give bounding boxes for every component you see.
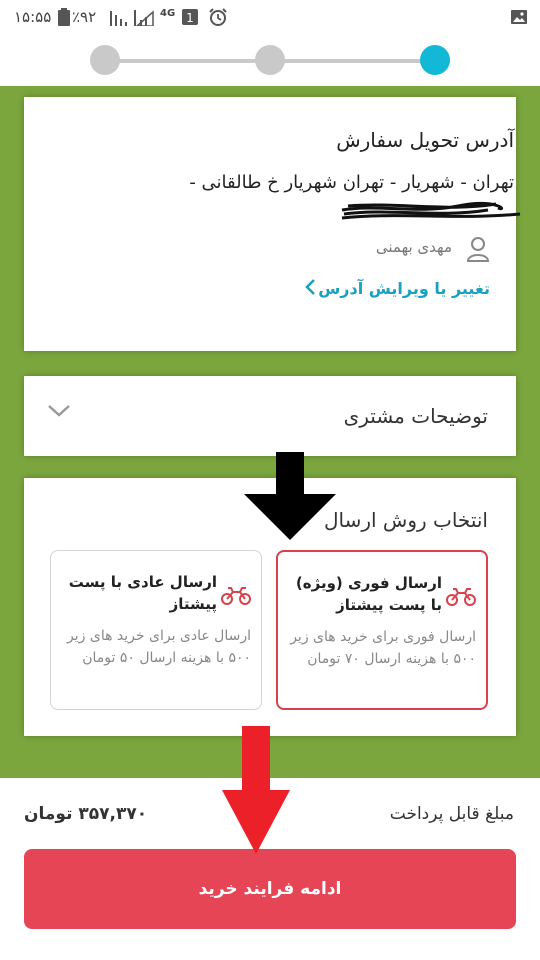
payable-amount-value: ۳۵۷,۳۷۰ تومان [24, 804, 148, 824]
annotation-arrow-red [220, 726, 292, 856]
alarm-icon [208, 8, 228, 26]
edit-address-link[interactable]: تغییر یا ویرایش آدرس [318, 279, 490, 298]
shipping-option-description: ارسال عادی برای خرید های زیر ۵۰۰ با هزینه ارسال ۵۰ تومان [67, 628, 251, 666]
signal-icon [110, 8, 128, 26]
shipping-option-description: ارسال فوری برای خرید های زیر ۵۰۰ با هزینه ارسال ۷۰ تومان [290, 629, 476, 667]
redaction-scribble [338, 200, 524, 224]
user-icon [466, 236, 490, 266]
step-dot-2[interactable] [255, 45, 285, 75]
shipping-option-title: ارسال فوری (ویژه) با پست پیشتاز [295, 574, 442, 614]
signal-icon-2 [134, 8, 154, 26]
battery-icon [58, 8, 70, 26]
recipient-name: مهدی بهمنی [375, 238, 452, 256]
network-type: 4G [160, 8, 176, 19]
step-dot-1[interactable] [90, 45, 120, 75]
shipping-option-express[interactable] [276, 550, 488, 710]
shipping-method-title: انتخاب روش ارسال [323, 508, 488, 532]
continue-checkout-button[interactable]: ادامه فرایند خرید [24, 849, 516, 929]
chevron-down-icon[interactable] [46, 402, 72, 424]
chevron-left-icon[interactable] [304, 278, 316, 301]
shipping-option-title: ارسال عادی با پست پیشتاز [68, 573, 217, 613]
shipping-option-normal[interactable] [50, 550, 262, 710]
gallery-icon [510, 8, 528, 26]
notification-icon [182, 8, 198, 26]
annotation-arrow-black [242, 452, 338, 542]
payable-amount-label: مبلغ قابل پرداخت [389, 804, 514, 824]
motorcycle-icon [221, 585, 251, 609]
address-line: تهران - شهریار - تهران شهریار خ طالقانی - [189, 172, 514, 193]
status-time: ۱۵:۵۵ [14, 8, 52, 26]
svg-text:1: 1 [186, 11, 194, 25]
motorcycle-icon [446, 586, 476, 610]
status-bar [0, 0, 540, 36]
battery-percent: ٪۹۲ [72, 8, 97, 26]
step-dot-3-active[interactable] [420, 45, 450, 75]
customer-notes-label: توضیحات مشتری [343, 404, 488, 428]
address-title: آدرس تحویل سفارش [336, 128, 514, 152]
